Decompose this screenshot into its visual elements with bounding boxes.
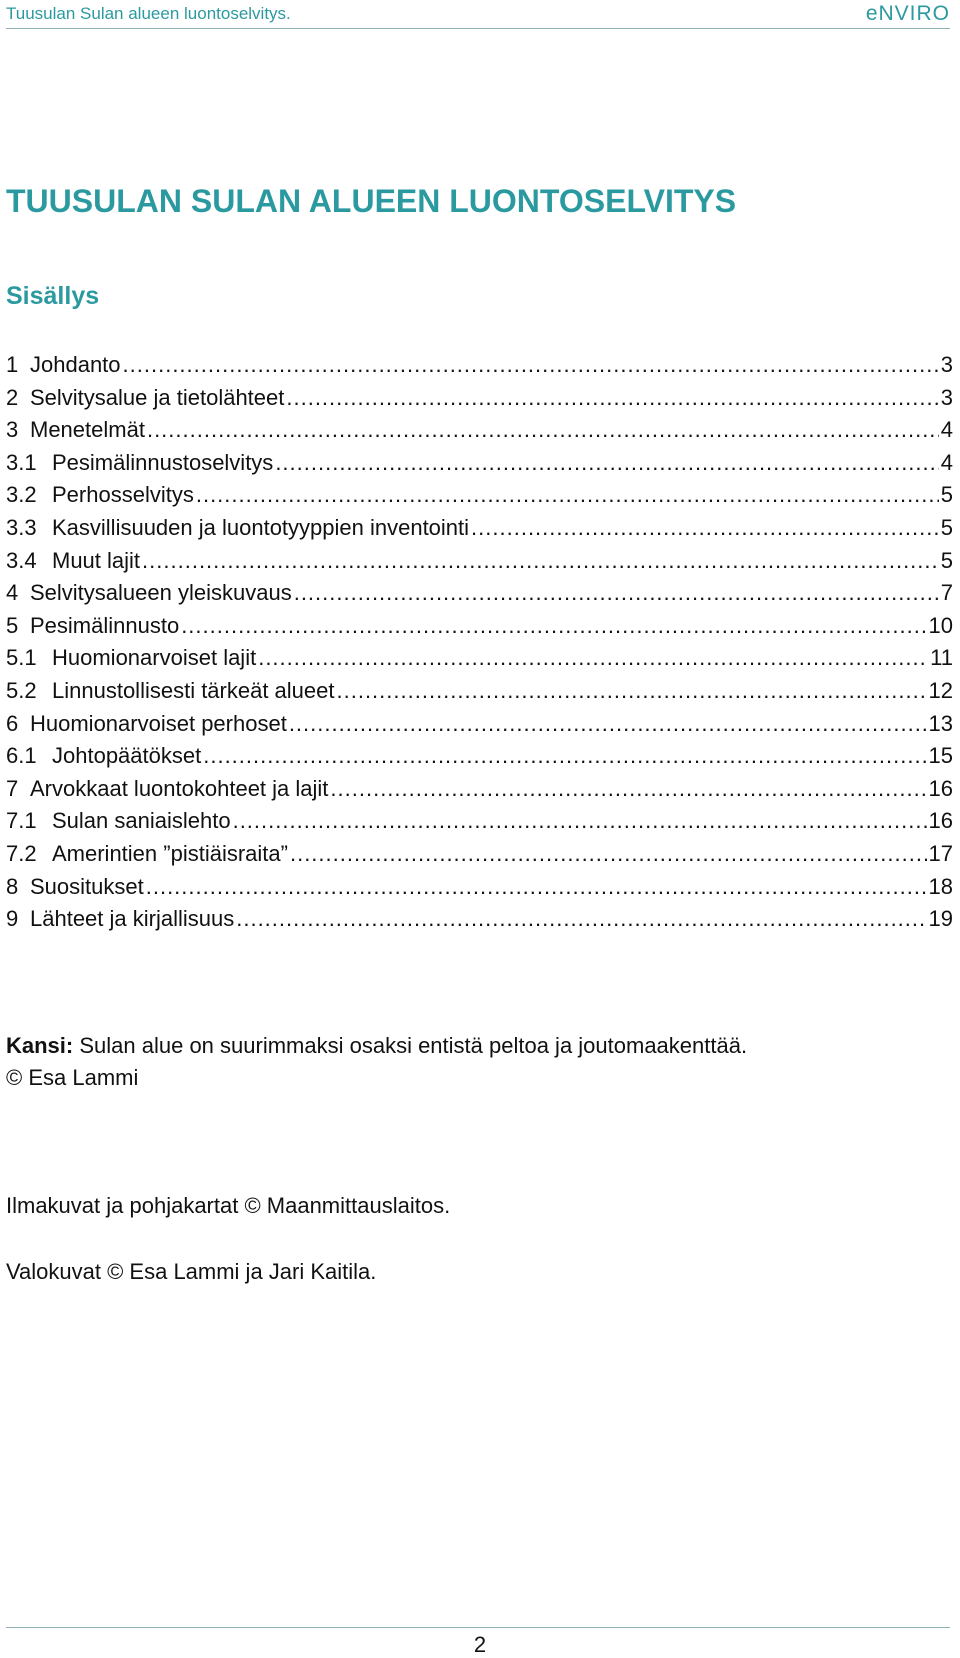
page-header <box>6 0 950 29</box>
toc-entry-page: 16 <box>928 808 953 834</box>
toc-entry-number: 2 <box>6 384 19 410</box>
toc-dot-leader <box>290 838 927 871</box>
toc-entry-label: Selvitysalueen yleiskuvaus <box>30 580 292 606</box>
toc-entry[interactable] <box>6 871 953 904</box>
toc-dot-leader <box>142 545 939 578</box>
toc-dot-leader <box>275 447 938 480</box>
toc-dot-leader <box>181 610 926 643</box>
toc-entry[interactable] <box>6 349 953 382</box>
toc-entry-page: 3 <box>940 384 953 410</box>
toc-entry-label: Selvitysalue ja tietolähteet <box>30 384 285 410</box>
toc-entry-number: 4 <box>6 580 19 606</box>
cover-caption-label: Kansi: <box>6 1033 74 1058</box>
toc-entry-label: Lähteet ja kirjallisuus <box>30 906 235 932</box>
toc-entry-label: Muut lajit <box>52 547 141 573</box>
cover-caption-text: Sulan alue on suurimmaksi osaksi entistä peltoa ja joutomaakenttää. <box>73 1033 748 1058</box>
toc-dot-leader <box>330 773 926 806</box>
toc-entry-number: 1 <box>6 352 19 377</box>
header-title: Tuusulan Sulan alueen luontoselvitys. <box>6 4 291 23</box>
page-number: 2 <box>473 1632 487 1657</box>
toc-entry-page: 18 <box>928 873 953 899</box>
toc-entry-number: 8 <box>6 873 19 899</box>
toc-entry-page: 11 <box>930 645 953 671</box>
toc-entry-page: 5 <box>940 514 953 540</box>
toc-entry-page: 4 <box>940 417 953 443</box>
toc-entry-label: Suositukset <box>30 873 144 899</box>
toc-entry[interactable] <box>6 740 953 773</box>
toc-entry-number: 7.1 <box>6 808 37 834</box>
toc-entry[interactable] <box>6 773 953 806</box>
toc-entry-number: 9 <box>6 906 19 932</box>
toc-entry-page: 5 <box>940 547 953 573</box>
toc-dot-leader <box>196 479 939 512</box>
toc-entry[interactable] <box>6 708 953 741</box>
toc-entry-number: 7.2 <box>6 840 37 866</box>
toc-dot-leader <box>123 349 939 382</box>
toc-dot-leader <box>236 903 926 936</box>
toc-entry-number: 3.4 <box>6 547 37 573</box>
photo-credit: Valokuvat © Esa Lammi ja Jari Kaitila. <box>6 1259 377 1284</box>
toc-entry-page: 19 <box>928 906 953 932</box>
toc-entry[interactable] <box>6 642 953 675</box>
toc-entry[interactable] <box>6 577 953 610</box>
toc-entry-page: 5 <box>940 482 953 508</box>
toc-entry[interactable] <box>6 479 953 512</box>
toc-entry-number: 3.3 <box>6 514 37 540</box>
toc-entry[interactable] <box>6 512 953 545</box>
toc-entry[interactable] <box>6 545 953 578</box>
toc-entry-number: 3 <box>6 417 19 443</box>
toc-entry[interactable] <box>6 903 953 936</box>
toc-entry[interactable] <box>6 610 953 643</box>
toc-entry-label: Huomionarvoiset perhoset <box>30 710 287 736</box>
toc-entry-label: Arvokkaat luontokohteet ja lajit <box>30 775 329 801</box>
toc-entry-number: 5.1 <box>6 645 37 671</box>
toc-dot-leader <box>286 382 938 415</box>
cover-copyright: © Esa Lammi <box>6 1065 139 1090</box>
toc-entry-label: Pesimälinnustoselvitys <box>52 449 274 475</box>
toc-entry[interactable] <box>6 675 953 708</box>
toc-entry[interactable] <box>6 838 953 871</box>
toc-entry[interactable] <box>6 447 953 480</box>
toc-entry-number: 5.2 <box>6 677 37 703</box>
toc-dot-leader <box>294 577 939 610</box>
toc-dot-leader <box>233 805 927 838</box>
toc-entry[interactable] <box>6 414 953 447</box>
toc-entry-label: Johtopäätökset <box>52 743 202 769</box>
toc-entry-number: 6.1 <box>6 743 37 769</box>
toc-entry-number: 6 <box>6 710 19 736</box>
toc-entry[interactable] <box>6 805 953 838</box>
toc-entry-label: Johdanto <box>30 352 121 377</box>
toc-entry-number: 7 <box>6 775 19 801</box>
document-title: TUUSULAN SULAN ALUEEN LUONTOSELVITYS <box>6 183 737 219</box>
toc-entry-label: Menetelmät <box>30 417 145 443</box>
toc-dot-leader <box>203 740 926 773</box>
footer-divider <box>6 1627 950 1628</box>
toc-dot-leader <box>258 642 928 675</box>
toc-dot-leader <box>147 414 939 447</box>
toc-entry-label: Kasvillisuuden ja luontotyyppien inventointi <box>52 514 470 540</box>
table-of-contents <box>6 349 953 936</box>
toc-entry-number: 3.2 <box>6 482 37 508</box>
toc-dot-leader <box>289 708 927 741</box>
toc-entry-page: 12 <box>928 677 953 703</box>
toc-entry-number: 5 <box>6 612 19 638</box>
toc-dot-leader <box>471 512 939 545</box>
enviro-logo: eNVIRO <box>865 2 950 25</box>
cover-caption <box>6 1030 747 1094</box>
toc-entry-label: Amerintien ”pistiäisraita” <box>52 840 288 866</box>
toc-entry-page: 3 <box>940 352 953 377</box>
toc-entry-page: 17 <box>928 840 953 866</box>
toc-dot-leader <box>146 871 927 904</box>
toc-entry-label: Perhosselvitys <box>52 482 194 508</box>
toc-dot-leader <box>337 675 927 708</box>
toc-entry-label: Linnustollisesti tärkeät alueet <box>52 677 335 703</box>
toc-entry[interactable] <box>6 382 953 415</box>
toc-entry-page: 7 <box>940 580 953 606</box>
toc-entry-label: Sulan saniaislehto <box>52 808 231 834</box>
aerial-credit: Ilmakuvat ja pohjakartat © Maanmittauslaitos. <box>6 1193 451 1218</box>
toc-entry-label: Huomionarvoiset lajit <box>52 645 257 671</box>
toc-entry-page: 15 <box>928 743 953 769</box>
toc-entry-page: 10 <box>928 612 953 638</box>
toc-entry-label: Pesimälinnusto <box>30 612 180 638</box>
toc-entry-number: 3.1 <box>6 449 37 475</box>
toc-entry-page: 16 <box>928 775 953 801</box>
toc-heading: Sisällys <box>6 282 100 310</box>
toc-entry-page: 13 <box>928 710 953 736</box>
toc-entry-page: 4 <box>940 449 953 475</box>
